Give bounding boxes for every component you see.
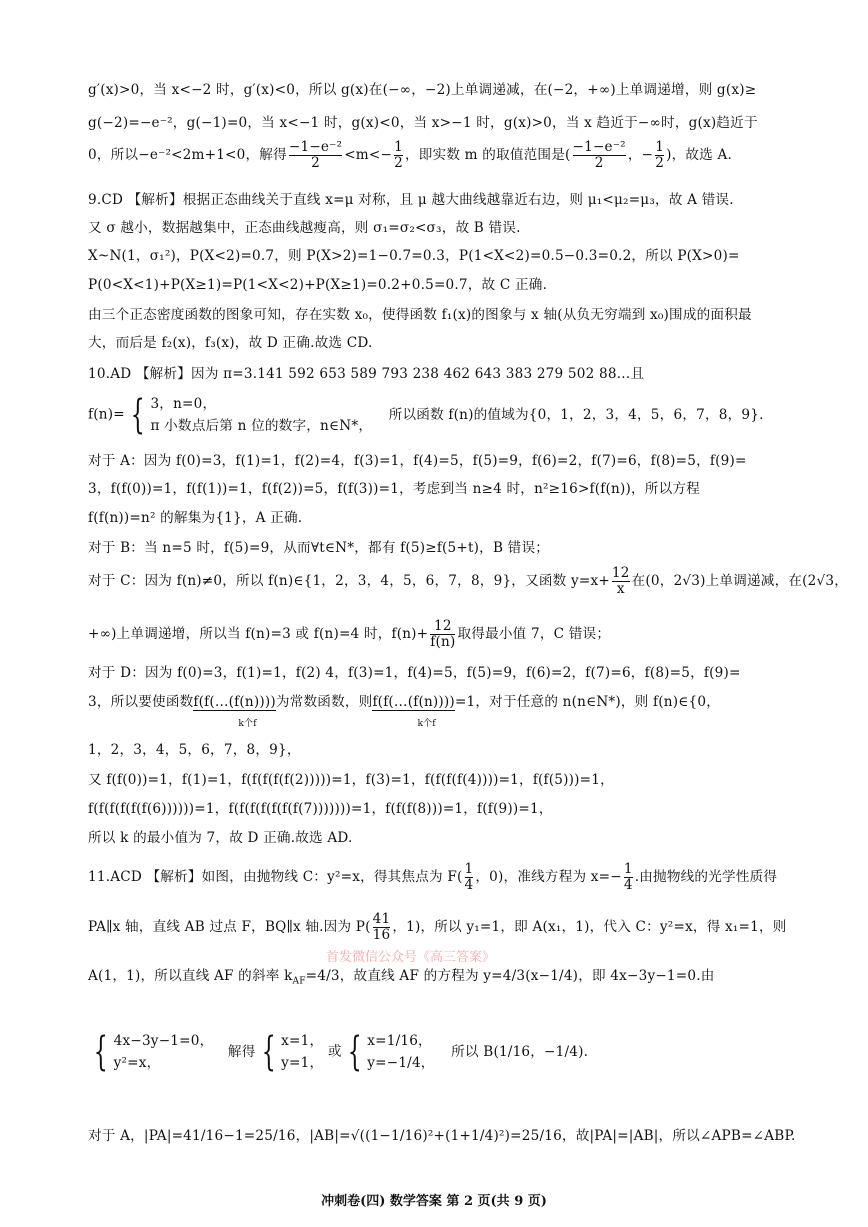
text-segment: 对于 C：因为 f(n)≠0，所以 f(n)∈{1，2，3，4，5，6，7，8，9}，又函数 y=x+ (88, 573, 610, 589)
fraction (394, 140, 403, 171)
solution-1 (281, 1030, 323, 1074)
text-line: 对于 A，|PA|=41/16−1=25/16，|AB|=√((1−1/16)²+(1+1/4)²)=25/16，故|PA|=|AB|，所以∠APB=∠ABP. (88, 1128, 796, 1144)
page-footer: 冲刺卷(四) 数学答案 第 2 页(共 9 页) (321, 1194, 547, 1209)
text-line: 对于 D：因为 f(0)=3，f(1)=1，f(2) 4，f(3)=1，f(4)=5，f(5)=9，f(6)=2，f(7)=6，f(8)=5，f(9)= (88, 665, 741, 681)
fraction-denominator: 2 (655, 155, 665, 171)
text-segment: <m<− (344, 147, 393, 163)
text-line: 1，2，3，4，5，6，7，8，9}， (88, 742, 301, 758)
fraction-denominator: 4 (623, 877, 633, 893)
text-line (88, 964, 715, 987)
fraction (655, 140, 664, 171)
watermark: 首发微信公众号《高三答案》 (326, 950, 496, 965)
text-line (88, 566, 848, 597)
brace-icon: { (130, 392, 145, 438)
text-segment: PA∥x 轴，直线 AB 过点 F，BQ∥x 轴.因为 P( (88, 919, 371, 935)
equation: x=1/16， (367, 1033, 432, 1049)
text-segment: A(1，1)，所以直线 AF 的斜率 k (88, 968, 293, 984)
fraction-denominator: 2 (394, 155, 403, 171)
text-line: 对于 B：当 n=5 时，f(5)=9，从而∀t∈N*，都有 f(5)≥f(5+t)，B 错误； (88, 540, 550, 556)
underbrace-label: k个f (417, 719, 436, 729)
text-segment: 为常数函数，则 (275, 694, 373, 710)
fraction-denominator: f(n) (430, 634, 456, 650)
text-segment: ，− (627, 147, 654, 163)
text-segment: ，0)，准线方程为 x=− (475, 869, 622, 885)
nested-function: f(f(…(f(n)))) (372, 694, 455, 710)
brace-icon: { (261, 1029, 276, 1075)
text-line (88, 690, 720, 729)
fraction-numerator: 1 (464, 861, 474, 877)
text-segment: 3，所以要使函数 (88, 694, 194, 710)
underbrace-expression (193, 694, 276, 729)
fraction (289, 140, 342, 171)
fraction-numerator: −1−e⁻² (288, 139, 343, 155)
brace-icon: { (93, 1029, 108, 1075)
fraction (573, 140, 626, 171)
equation: y=1， (281, 1055, 324, 1071)
fraction (624, 862, 633, 893)
text-segment: 所以 B(1/16，−1/4). (451, 1043, 589, 1060)
fraction-denominator: 2 (289, 155, 342, 171)
text-segment: 在(0，2√3)上单调递减，在(2√3， (631, 573, 849, 589)
text-line: 大，而后是 f₂(x)，f₃(x)，故 D 正确.故选 CD. (88, 335, 373, 351)
text-segment: 或 (327, 1043, 342, 1060)
equation-system (88, 1030, 588, 1074)
fraction-numerator: 12 (611, 565, 630, 581)
text-segment: ，1)，所以 y₁=1，即 A(x₁，1)，代入 C：y²=x，得 x₁=1，则 (392, 919, 787, 935)
fraction-denominator: 2 (573, 155, 626, 171)
text-line: g(−2)=−e⁻²，g(−1)=0，当 x<−1 时，g(x)<0，当 x>−1 时，g(x)>0，当 x 趋近于−∞时，g(x)趋近于 (88, 115, 758, 131)
text-line: f(f(n))=n² 的解集为{1}，A 正确. (88, 510, 303, 526)
question-9-line: 9.CD 【解析】根据正态曲线关于直线 x=μ 对称，且 μ 越大曲线越靠近右边，则 μ₁<μ₂=μ₃，故 A 错误. (88, 192, 734, 208)
fraction-numerator: −1−e⁻² (572, 139, 626, 155)
fraction (465, 862, 474, 893)
fraction-denominator: 16 (372, 927, 391, 943)
underbrace-expression (372, 694, 455, 729)
system-equations (114, 1030, 214, 1074)
text-line: 对于 A：因为 f(0)=3，f(1)=1，f(2)=4，f(3)=1，f(4)=5，f(5)=9，f(6)=2，f(7)=6，f(8)=5，f(9)= (88, 453, 747, 469)
text-line (88, 140, 732, 171)
text-segment: )，故选 A. (666, 147, 733, 163)
text-line: 又 f(f(0))=1，f(1)=1，f(f(f(f(f(2)))))=1，f(3)=1，f(f(f(f(4))))=1，f(f(5)))=1， (88, 772, 614, 788)
fraction (373, 912, 391, 943)
fraction-numerator: 1 (655, 139, 665, 155)
brace-icon: { (347, 1029, 362, 1075)
question-10-line: 10.AD 【解析】因为 π=3.141 592 653 589 793 238 462 643 383 279 502 88…且 (88, 366, 645, 382)
text-segment: 11.ACD 【解析】如图，由抛物线 C：y²=x，得其焦点为 F( (88, 869, 463, 885)
text-line: P(0<X<1)+P(X≥1)=P(1<X<2)+P(X≥1)=0.2+0.5=0.7，故 C 正确. (88, 277, 548, 293)
text-line: f(f(f(f(f(f(6))))))=1，f(f(f(f(f(f(f(7)))))))=1，f(f(f(8)))=1，f(f(9))=1， (88, 801, 553, 817)
text-segment: 解得 (227, 1043, 256, 1060)
text-line (88, 912, 787, 943)
text-line: g′(x)>0，当 x<−2 时，g′(x)<0，所以 g(x)在(−∞，−2)上单调递减，在(−2，+∞)上单调递增，则 g(x)≥ (88, 82, 757, 98)
text-segment: 0，所以−e⁻²<2m+1<0，解得 (88, 147, 287, 163)
nested-function: f(f(…(f(n)))) (193, 694, 276, 710)
equation: y=−1/4， (367, 1055, 435, 1071)
text-segment: =1，对于任意的 n(n∈N*)，则 f(n)∈{0， (454, 694, 720, 710)
text-segment: .由抛物线的光学性质得 (634, 869, 778, 885)
text-segment: +∞)上单调递增，所以当 f(n)=3 或 f(n)=4 时，f(n)+ (88, 626, 429, 642)
fraction-numerator: 1 (394, 139, 403, 155)
piecewise-cases (150, 393, 372, 437)
fraction (612, 566, 630, 597)
fraction-numerator: 12 (434, 618, 452, 634)
fraction-denominator: 4 (464, 877, 474, 893)
text-segment: 所以函数 f(n)的值域为{0，1，2，3，4，5，6，7，8，9}. (388, 406, 764, 423)
fraction-numerator: 41 (372, 911, 391, 927)
text-line: X~N(1，σ₁²)，P(X<2)=0.7，则 P(X>2)=1−0.7=0.3，P(1<X<2)=0.5−0.3=0.2，所以 P(X>0)= (88, 248, 740, 264)
fraction-numerator: 1 (623, 861, 633, 877)
text-line (88, 619, 610, 650)
text-line: 又 σ 越小，数据越集中，正态曲线越瘦高，则 σ₁=σ₂<σ₃，故 B 错误. (88, 220, 521, 236)
text-line: 由三个正态密度函数的图象可知，存在实数 x₀，使得函数 f₁(x)的图象与 x 轴(从负无穷端到 x₀)围成的面积最 (88, 307, 752, 323)
piecewise-definition (88, 393, 764, 437)
text-segment: =4/3，故直线 AF 的方程为 y=4/3(x−1/4)，即 4x−3y−1=0.由 (305, 968, 715, 984)
fraction (430, 619, 455, 650)
equation: x=1， (281, 1033, 324, 1049)
underbrace-label: k个f (238, 719, 257, 729)
fraction-denominator: x (612, 581, 630, 597)
case: 3，n=0， (150, 396, 217, 412)
solution-2 (367, 1030, 434, 1074)
question-11-line (88, 862, 777, 893)
case: π 小数点后第 n 位的数字，n∈N*， (150, 418, 373, 434)
equation: y²=x， (113, 1055, 161, 1071)
text-segment: ，即实数 m 的取值范围是( (404, 147, 571, 163)
text-segment: f(n)= (88, 406, 125, 423)
text-line: 所以 k 的最小值为 7，故 D 正确.故选 AD. (88, 830, 353, 846)
text-line: 3，f(f(0))=1，f(f(1))=1，f(f(2))=5，f(f(3))=1，考虑到当 n≥4 时，n²≥16>f(f(n))，所以方程 (88, 481, 700, 497)
text-segment: 取得最小值 7，C 错误； (457, 626, 611, 642)
subscript: AF (292, 976, 306, 987)
equation: 4x−3y−1=0， (113, 1033, 214, 1049)
